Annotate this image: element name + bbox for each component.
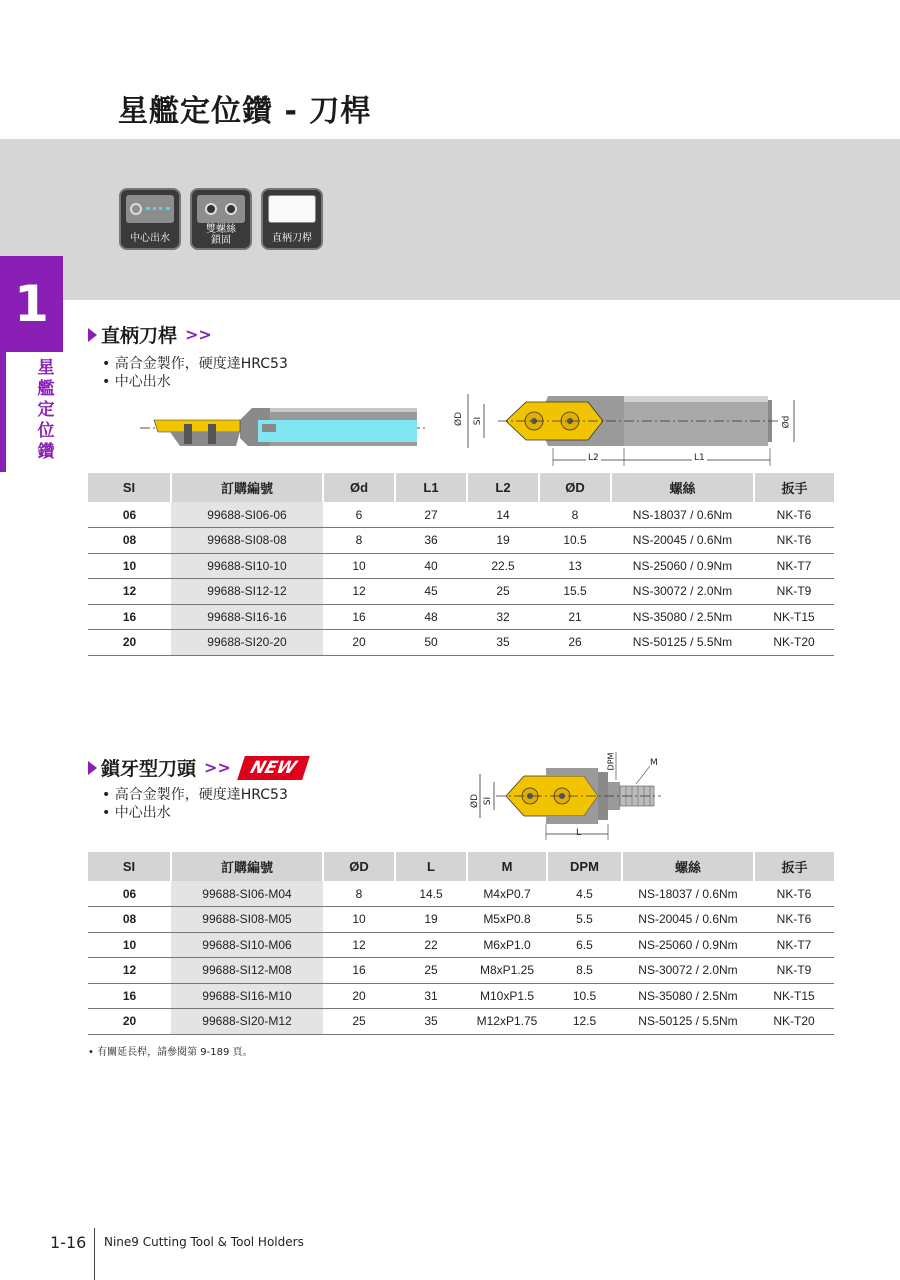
cell: NS-30072 / 2.0Nm	[622, 958, 754, 984]
col-header: L2	[467, 473, 539, 502]
cell: M4xP0.7	[467, 881, 547, 907]
cell: M8xP1.25	[467, 958, 547, 984]
col-header: ØD	[323, 852, 395, 881]
triangle-bullet-icon	[88, 328, 97, 342]
cell: M10xP1.5	[467, 983, 547, 1009]
cell: NS-25060 / 0.9Nm	[622, 932, 754, 958]
cell: 13	[539, 553, 611, 579]
cell: 12	[323, 579, 395, 605]
bullet-item: • 中心出水	[102, 805, 171, 821]
dim-label-l2: L2	[588, 453, 599, 463]
cell: 45	[395, 579, 467, 605]
cell-si: 08	[88, 528, 171, 554]
cell: NK-T7	[754, 553, 834, 579]
cell: NS-25060 / 0.9Nm	[611, 553, 754, 579]
dim-label-l: L	[576, 828, 582, 838]
cell-si: 10	[88, 553, 171, 579]
chapter-title: 星艦定位鑽	[37, 358, 55, 462]
col-header: 扳手	[754, 473, 834, 502]
cell-si: 20	[88, 630, 171, 656]
double-screw-icon	[190, 188, 252, 250]
cell: 20	[323, 630, 395, 656]
cell: 14	[467, 502, 539, 528]
col-header: 螺絲	[611, 473, 754, 502]
section2-bullets	[102, 786, 288, 822]
cell: 12.5	[547, 1009, 622, 1035]
dim-label-dpm: DPM	[606, 752, 616, 771]
table-row	[88, 630, 834, 656]
cell: 4.5	[547, 881, 622, 907]
cell: 5.5	[547, 907, 622, 933]
cell: 21	[539, 604, 611, 630]
cell: NK-T6	[754, 502, 834, 528]
cell: 22.5	[467, 553, 539, 579]
cell-si: 16	[88, 604, 171, 630]
cell: 16	[323, 958, 395, 984]
cell: 6.5	[547, 932, 622, 958]
shank-section-drawing	[140, 398, 425, 454]
cell: M6xP1.0	[467, 932, 547, 958]
dim-label-d: Ød	[781, 415, 792, 429]
cell-part-number: 99688-SI12-M08	[171, 958, 323, 984]
section-title: 鎖牙型刀頭	[101, 758, 197, 780]
cell: NK-T15	[754, 604, 834, 630]
cell: NS-50125 / 5.5Nm	[622, 1009, 754, 1035]
cell: 48	[395, 604, 467, 630]
table-row	[88, 604, 834, 630]
section1-bullets	[102, 355, 288, 391]
cell: NK-T6	[754, 907, 834, 933]
cell: 35	[467, 630, 539, 656]
col-header: ØD	[539, 473, 611, 502]
feature-label: 雙螺絲 鎖固	[206, 224, 236, 246]
cell: 31	[395, 983, 467, 1009]
table-header-row	[88, 852, 834, 881]
col-header: M	[467, 852, 547, 881]
bullet-item: • 高合金製作，硬度達HRC53	[102, 356, 288, 372]
cell-si: 12	[88, 958, 171, 984]
table-header-row	[88, 473, 834, 502]
cell-part-number: 99688-SI08-M05	[171, 907, 323, 933]
cell-si: 08	[88, 907, 171, 933]
dim-label-si: SI	[483, 796, 494, 806]
cell: 8	[323, 528, 395, 554]
cell: 19	[395, 907, 467, 933]
cell-si: 16	[88, 983, 171, 1009]
coolant-through-icon	[119, 188, 181, 250]
table-row	[88, 958, 834, 984]
cell-part-number: 99688-SI16-16	[171, 604, 323, 630]
cell: 25	[323, 1009, 395, 1035]
footnote: • 有關延長桿，請參閱第 9-189 頁。	[88, 1047, 253, 1058]
chapter-side-bar	[0, 352, 6, 472]
triangle-bullet-icon	[88, 761, 97, 775]
cell-si: 20	[88, 1009, 171, 1035]
col-header: 螺絲	[622, 852, 754, 881]
cell: NK-T6	[754, 881, 834, 907]
cell: NS-30072 / 2.0Nm	[611, 579, 754, 605]
cell: 10	[323, 553, 395, 579]
table-row	[88, 932, 834, 958]
cell: 16	[323, 604, 395, 630]
dim-label-od: ØD	[470, 793, 481, 809]
cell: NK-T15	[754, 983, 834, 1009]
feature-label: 直柄刀桿	[272, 233, 312, 244]
cell: 6	[323, 502, 395, 528]
section-heading-threaded-head	[88, 754, 305, 781]
straight-shank-icon	[261, 188, 323, 250]
dim-label-od: ØD	[454, 411, 465, 427]
cell: NK-T9	[754, 579, 834, 605]
cell: 22	[395, 932, 467, 958]
cell: 50	[395, 630, 467, 656]
cell-si: 06	[88, 502, 171, 528]
cell: 35	[395, 1009, 467, 1035]
bullet-item: • 中心出水	[102, 374, 171, 390]
cell-si: 12	[88, 579, 171, 605]
section-arrows: >>	[204, 758, 231, 777]
table-row	[88, 1009, 834, 1035]
shank-side-drawing	[448, 386, 808, 468]
cell: 8.5	[547, 958, 622, 984]
col-header: Ød	[323, 473, 395, 502]
straight-shank-spec-table	[88, 473, 834, 656]
cell: 19	[467, 528, 539, 554]
col-header: 扳手	[754, 852, 834, 881]
cell-part-number: 99688-SI16-M10	[171, 983, 323, 1009]
cell: 20	[323, 983, 395, 1009]
page-number: 1-16	[50, 1233, 87, 1252]
new-badge: NEW	[237, 756, 309, 780]
col-header: SI	[88, 852, 171, 881]
cell: 27	[395, 502, 467, 528]
cell-part-number: 99688-SI10-M06	[171, 932, 323, 958]
table-row	[88, 579, 834, 605]
cell: 25	[467, 579, 539, 605]
cell: 8	[539, 502, 611, 528]
cell: NS-35080 / 2.5Nm	[622, 983, 754, 1009]
col-header: L1	[395, 473, 467, 502]
cell: NS-20045 / 0.6Nm	[622, 907, 754, 933]
cell: NS-18037 / 0.6Nm	[611, 502, 754, 528]
cell-part-number: 99688-SI20-M12	[171, 1009, 323, 1035]
cell: NS-35080 / 2.5Nm	[611, 604, 754, 630]
col-header: 訂購編號	[171, 473, 323, 502]
chapter-number: 1	[0, 256, 63, 352]
cell: 36	[395, 528, 467, 554]
col-header: SI	[88, 473, 171, 502]
section-title: 直柄刀桿	[101, 325, 178, 347]
cell: NK-T9	[754, 958, 834, 984]
section-arrows: >>	[185, 325, 212, 344]
threaded-head-drawing	[466, 748, 676, 842]
cell-part-number: 99688-SI12-12	[171, 579, 323, 605]
table-row	[88, 907, 834, 933]
cell: NK-T7	[754, 932, 834, 958]
cell: 26	[539, 630, 611, 656]
col-header: DPM	[547, 852, 622, 881]
cell-part-number: 99688-SI08-08	[171, 528, 323, 554]
feature-label: 中心出水	[130, 233, 170, 244]
col-header: L	[395, 852, 467, 881]
dim-label-l1: L1	[694, 453, 705, 463]
cell-si: 06	[88, 881, 171, 907]
cell: 32	[467, 604, 539, 630]
cell: NK-T6	[754, 528, 834, 554]
cell-part-number: 99688-SI06-06	[171, 502, 323, 528]
cell: 10	[323, 907, 395, 933]
cell: 15.5	[539, 579, 611, 605]
cell: 40	[395, 553, 467, 579]
table-row	[88, 553, 834, 579]
cell-part-number: 99688-SI06-M04	[171, 881, 323, 907]
footer-divider	[94, 1228, 95, 1280]
table-row	[88, 881, 834, 907]
cell: 8	[323, 881, 395, 907]
cell: 10.5	[547, 983, 622, 1009]
table-row	[88, 983, 834, 1009]
cell: 12	[323, 932, 395, 958]
cell: 25	[395, 958, 467, 984]
section-heading-straight-shank	[88, 321, 212, 348]
table-row	[88, 528, 834, 554]
cell: NS-50125 / 5.5Nm	[611, 630, 754, 656]
cell: NK-T20	[754, 1009, 834, 1035]
bullet-item: • 高合金製作，硬度達HRC53	[102, 787, 288, 803]
table-row	[88, 502, 834, 528]
footer-brand: Nine9 Cutting Tool & Tool Holders	[104, 1235, 304, 1249]
dim-label-si: SI	[473, 416, 484, 426]
dim-label-m: M	[650, 758, 658, 768]
col-header: 訂購編號	[171, 852, 323, 881]
cell: NS-18037 / 0.6Nm	[622, 881, 754, 907]
cell: NK-T20	[754, 630, 834, 656]
cell: M5xP0.8	[467, 907, 547, 933]
threaded-head-spec-table	[88, 852, 834, 1035]
cell: M12xP1.75	[467, 1009, 547, 1035]
cell-part-number: 99688-SI10-10	[171, 553, 323, 579]
cell: 14.5	[395, 881, 467, 907]
cell-part-number: 99688-SI20-20	[171, 630, 323, 656]
cell-si: 10	[88, 932, 171, 958]
page-title: 星艦定位鑽 - 刀桿	[118, 94, 372, 129]
cell: NS-20045 / 0.6Nm	[611, 528, 754, 554]
cell: 10.5	[539, 528, 611, 554]
